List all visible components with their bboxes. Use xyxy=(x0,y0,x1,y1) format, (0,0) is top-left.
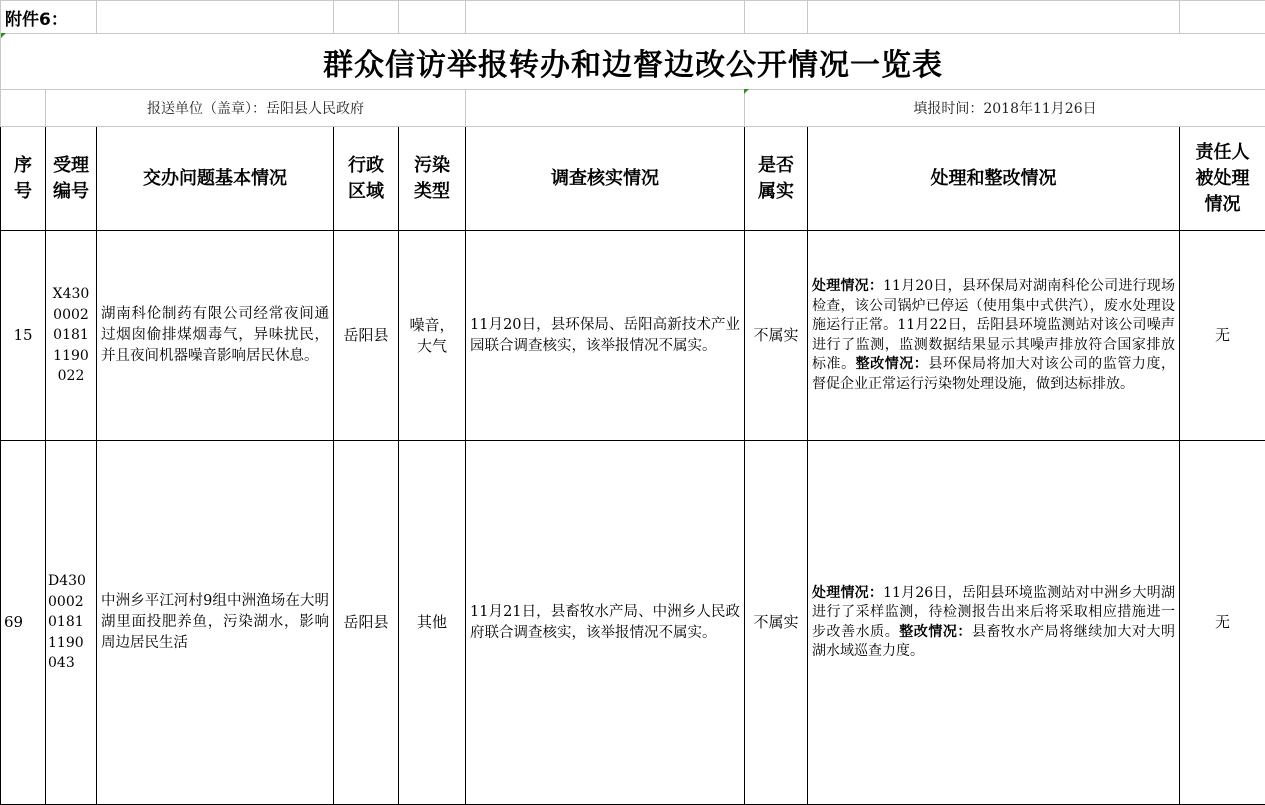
verified-cell: 不属实 xyxy=(745,231,808,441)
investigation-cell: 11月20日，县环保局、岳阳高新技术产业园联合调查核实，该举报情况不属实。 xyxy=(466,231,745,441)
header-handling: 处理和整改情况 xyxy=(808,127,1180,231)
meta-row xyxy=(1,90,1265,127)
table-row xyxy=(1,231,1265,441)
header-pollution: 污染 类型 xyxy=(399,127,466,231)
verified-cell: 不属实 xyxy=(745,441,808,805)
handling-cell: 处理情况：11月26日，岳阳县环境监测站对中洲乡大明湖进行了采样监测，待检测报告出来后将采取相应措施进一步改善水质。整改情况：县畜牧水产局将继续加大对大明湖水域巡查力度。 xyxy=(808,441,1180,805)
header-accountability: 责任人 被处理 情况 xyxy=(1180,127,1265,231)
header-verified: 是否 属实 xyxy=(745,127,808,231)
pollution-cell: 其他 xyxy=(399,441,466,805)
header-region: 行政 区域 xyxy=(334,127,399,231)
investigation-cell: 11月21日，县畜牧水产局、中洲乡人民政府联合调查核实，该举报情况不属实。 xyxy=(466,441,745,805)
header-row xyxy=(1,127,1265,231)
cell-comment-marker xyxy=(744,89,749,94)
header-investigation: 调查核实情况 xyxy=(466,127,745,231)
title-row xyxy=(1,34,1265,90)
accountability-cell: 无 xyxy=(1180,441,1265,805)
accept-no-cell: D430 0002 0181 1190 043 xyxy=(46,441,97,805)
seq-cell: 69 xyxy=(1,441,46,805)
seq-cell: 15 xyxy=(1,231,46,441)
problem-cell: 湖南科伦制药有限公司经常夜间通过烟囱偷排煤烟毒气，异味扰民，并且夜间机器噪音影响居民休息。 xyxy=(97,231,334,441)
cell-comment-marker xyxy=(1,33,6,38)
header-problem: 交办问题基本情况 xyxy=(97,127,334,231)
region-cell: 岳阳县 xyxy=(334,441,399,805)
page-title: 群众信访举报转办和边督边改公开情况一览表 xyxy=(1,34,1265,90)
reporting-unit: 报送单位（盖章）：岳阳县人民政府 xyxy=(46,90,466,127)
accept-no-cell: X430 0002 0181 1190 022 xyxy=(46,231,97,441)
header-seq: 序 号 xyxy=(1,127,46,231)
accountability-cell: 无 xyxy=(1180,231,1265,441)
table-row xyxy=(1,441,1265,805)
attachment-label: 附件6： xyxy=(1,1,97,34)
problem-cell: 中洲乡平江河村9组中洲渔场在大明湖里面投肥养鱼，污染湖水，影响周边居民生活 xyxy=(97,441,334,805)
fill-date: 填报时间：2018年11月26日 xyxy=(745,90,1265,127)
attachment-row xyxy=(1,1,1265,34)
handling-cell: 处理情况：11月20日，县环保局对湖南科伦公司进行现场检查，该公司锅炉已停运（使用集中式供汽），废水处理设施运行正常。11月22日，岳阳县环境监测站对该公司噪声进行了监测，监测数据结果显示其噪声排放符合国家排放标准。整改情况：县环保局将加大对该公司的监管力度，督促企业正常运行污染物处理设施，做到达标排放。 xyxy=(808,231,1180,441)
header-accept-no: 受理 编号 xyxy=(46,127,97,231)
region-cell: 岳阳县 xyxy=(334,231,399,441)
pollution-cell: 噪音， 大气 xyxy=(399,231,466,441)
